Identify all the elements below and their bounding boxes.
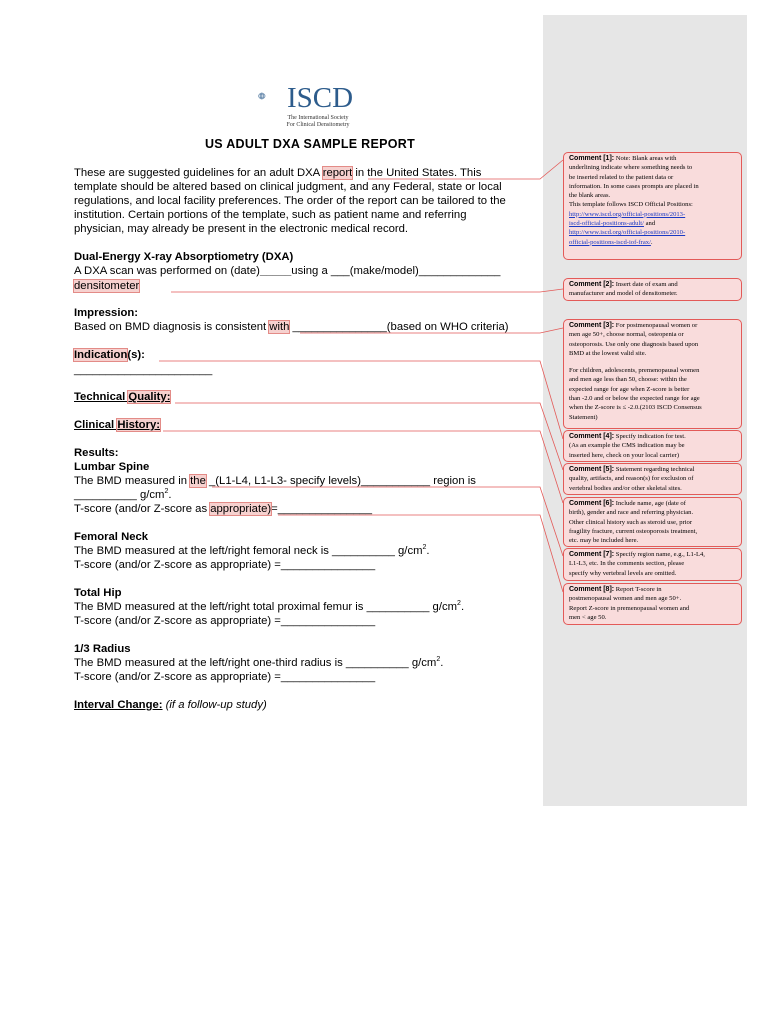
comment-1[interactable]: Comment [1]: Note: Blank areas with underlining indicate where something needs to be inserted related to the patient data or information. In some cases prompts are placed in the blank areas. This template follows ISCD Official Positions: http://www.iscd.org/official-positions/2013- iscd-official-positions-adult/ and http://www.iscd.org/official-positions/2010- official-positions-iscd-iof-frax/.	[563, 152, 742, 260]
official-positions-2013-link-cont[interactable]: iscd-official-positions-adult/	[569, 220, 644, 228]
comment-3[interactable]: Comment [3]: For postmenopausal women or men age 50+, choose normal, osteopenia or osteoporosis. Use only one diagnosis based upon BMD at the lowest valid site. For children, adolescents, premenopausal women and men age less than 50, choose: within the expected range for age when Z-score is better than -2.0 and or below the expected range for age when the Z-score is ≤ -2.0.(2103 ISCD Consensus Statement)	[563, 319, 742, 429]
lumbar-line-1: The BMD measured in the _(L1-L4, L1-L3- specify levels)___________ region is	[74, 475, 476, 487]
comment-anchor-8[interactable]: appropriate)	[210, 503, 272, 515]
hip-line-2: T-score (and/or Z-score as appropriate) =_______________	[74, 615, 376, 627]
dxa-heading: Dual-Energy X-ray Absorptiometry (DXA)	[74, 251, 294, 263]
technical-quality-heading: Technical Quality:	[74, 391, 171, 403]
iscd-globe-logo	[258, 86, 288, 112]
report-title: US ADULT DXA SAMPLE REPORT	[204, 137, 416, 151]
indication-blank: ______________________	[74, 364, 213, 376]
comment-anchor-3[interactable]: with	[269, 321, 290, 333]
comment-7[interactable]: Comment [7]: Specify region name, e.g., L1-L4, L1-L3, etc. In the comments section, please specify why vertebral levels are omitted.	[563, 548, 742, 581]
comment-anchor-7[interactable]: the	[190, 475, 206, 487]
radius-heading: 1/3 Radius	[74, 643, 131, 655]
intro-line-3: regulations, and local facility preferences. The order of the report can be tailored to the	[74, 195, 506, 207]
interval-change-line: Interval Change: (if a follow-up study)	[74, 699, 267, 711]
logo-wordmark: ISCD	[287, 82, 354, 114]
results-heading: Results:	[74, 447, 119, 459]
dxa-line-2	[74, 279, 139, 293]
intro-line-1: These are suggested guidelines for an adult DXA report in the United States. This	[74, 167, 482, 179]
comment-5[interactable]: Comment [5]: Statement regarding technical quality, artifacts, and reason(s) for exclusion of vertebral bodies and/or other skeletal sites.	[563, 463, 742, 495]
radius-line-2: T-score (and/or Z-score as appropriate) =_______________	[74, 671, 376, 683]
intro-line-4: institution. Certain portions of the template, such as patient name and referring	[74, 209, 467, 221]
femoral-neck-heading: Femoral Neck	[74, 531, 149, 543]
total-hip-heading: Total Hip	[74, 587, 122, 599]
official-positions-2010-link-cont[interactable]: official-positions-iscd-iof-frax/	[569, 238, 651, 246]
hip-line-1: The BMD measured at the left/right total proximal femur is __________ $g/cm^2$.	[74, 600, 465, 613]
lumbar-spine-heading: Lumbar Spine	[74, 461, 150, 473]
comment-2[interactable]: Comment [2]: Insert date of exam and manufacturer and model of densitometer.	[563, 278, 742, 301]
comment-8[interactable]: Comment [8]: Report T-score in postmenopausal women and men age 50+. Report Z-score in premenopausal women and men < age 50.	[563, 583, 742, 625]
comment-anchor-6[interactable]: History:	[117, 419, 161, 431]
indication-heading: Indication(s):	[74, 349, 145, 361]
impression-line: Based on BMD diagnosis is consistent with _______________(based on WHO criteria)	[74, 321, 509, 333]
comment-6[interactable]: Comment [6]: Include name, age (date of birth), gender and race and referring physician. Other clinical history such as steroid use, prior fragility fracture, current osteoporosis treatment, etc. may be included here.	[563, 497, 742, 547]
intro-line-2: template should be altered based on clinical judgment, and any Federal, state or local	[74, 181, 502, 193]
femoral-line-1: The BMD measured at the left/right femoral neck is __________ $g/cm^2$.	[74, 544, 430, 557]
impression-heading: Impression:	[74, 307, 139, 319]
femoral-line-2: T-score (and/or Z-score as appropriate) =_______________	[74, 559, 376, 571]
official-positions-2010-link[interactable]: http://www.iscd.org/official-positions/2010-	[569, 229, 686, 237]
comment-anchor-1[interactable]: report	[322, 167, 353, 179]
comment-4[interactable]: Comment [4]: Specify indication for test. (As an example the CMS indication may be inserted here, check on your local carrier)	[563, 430, 742, 462]
comment-anchor-2[interactable]: densitometer	[74, 280, 140, 292]
radius-line-1: The BMD measured at the left/right one-third radius is __________ $g/cm^2$.	[74, 656, 444, 669]
clinical-history-heading: Clinical History:	[74, 419, 161, 431]
comment-anchor-5[interactable]: Quality:	[128, 391, 171, 403]
intro-line-5: physician, may already be present in the electronic medical record.	[74, 223, 409, 235]
official-positions-2013-link[interactable]: http://www.iscd.org/official-positions/2013-	[569, 210, 686, 218]
dxa-line-1: A DXA scan was performed on (date)_____using a ___(make/model)_____________	[74, 265, 501, 277]
lumbar-line-2: __________ $g/cm^2$.	[74, 488, 172, 501]
lumbar-line-3: T-score (and/or Z-score as appropriate)=_______________	[74, 503, 372, 515]
comment-anchor-4[interactable]: Indication	[74, 349, 128, 361]
logo-subtitle: The International Society For Clinical Densitometry	[286, 115, 350, 128]
